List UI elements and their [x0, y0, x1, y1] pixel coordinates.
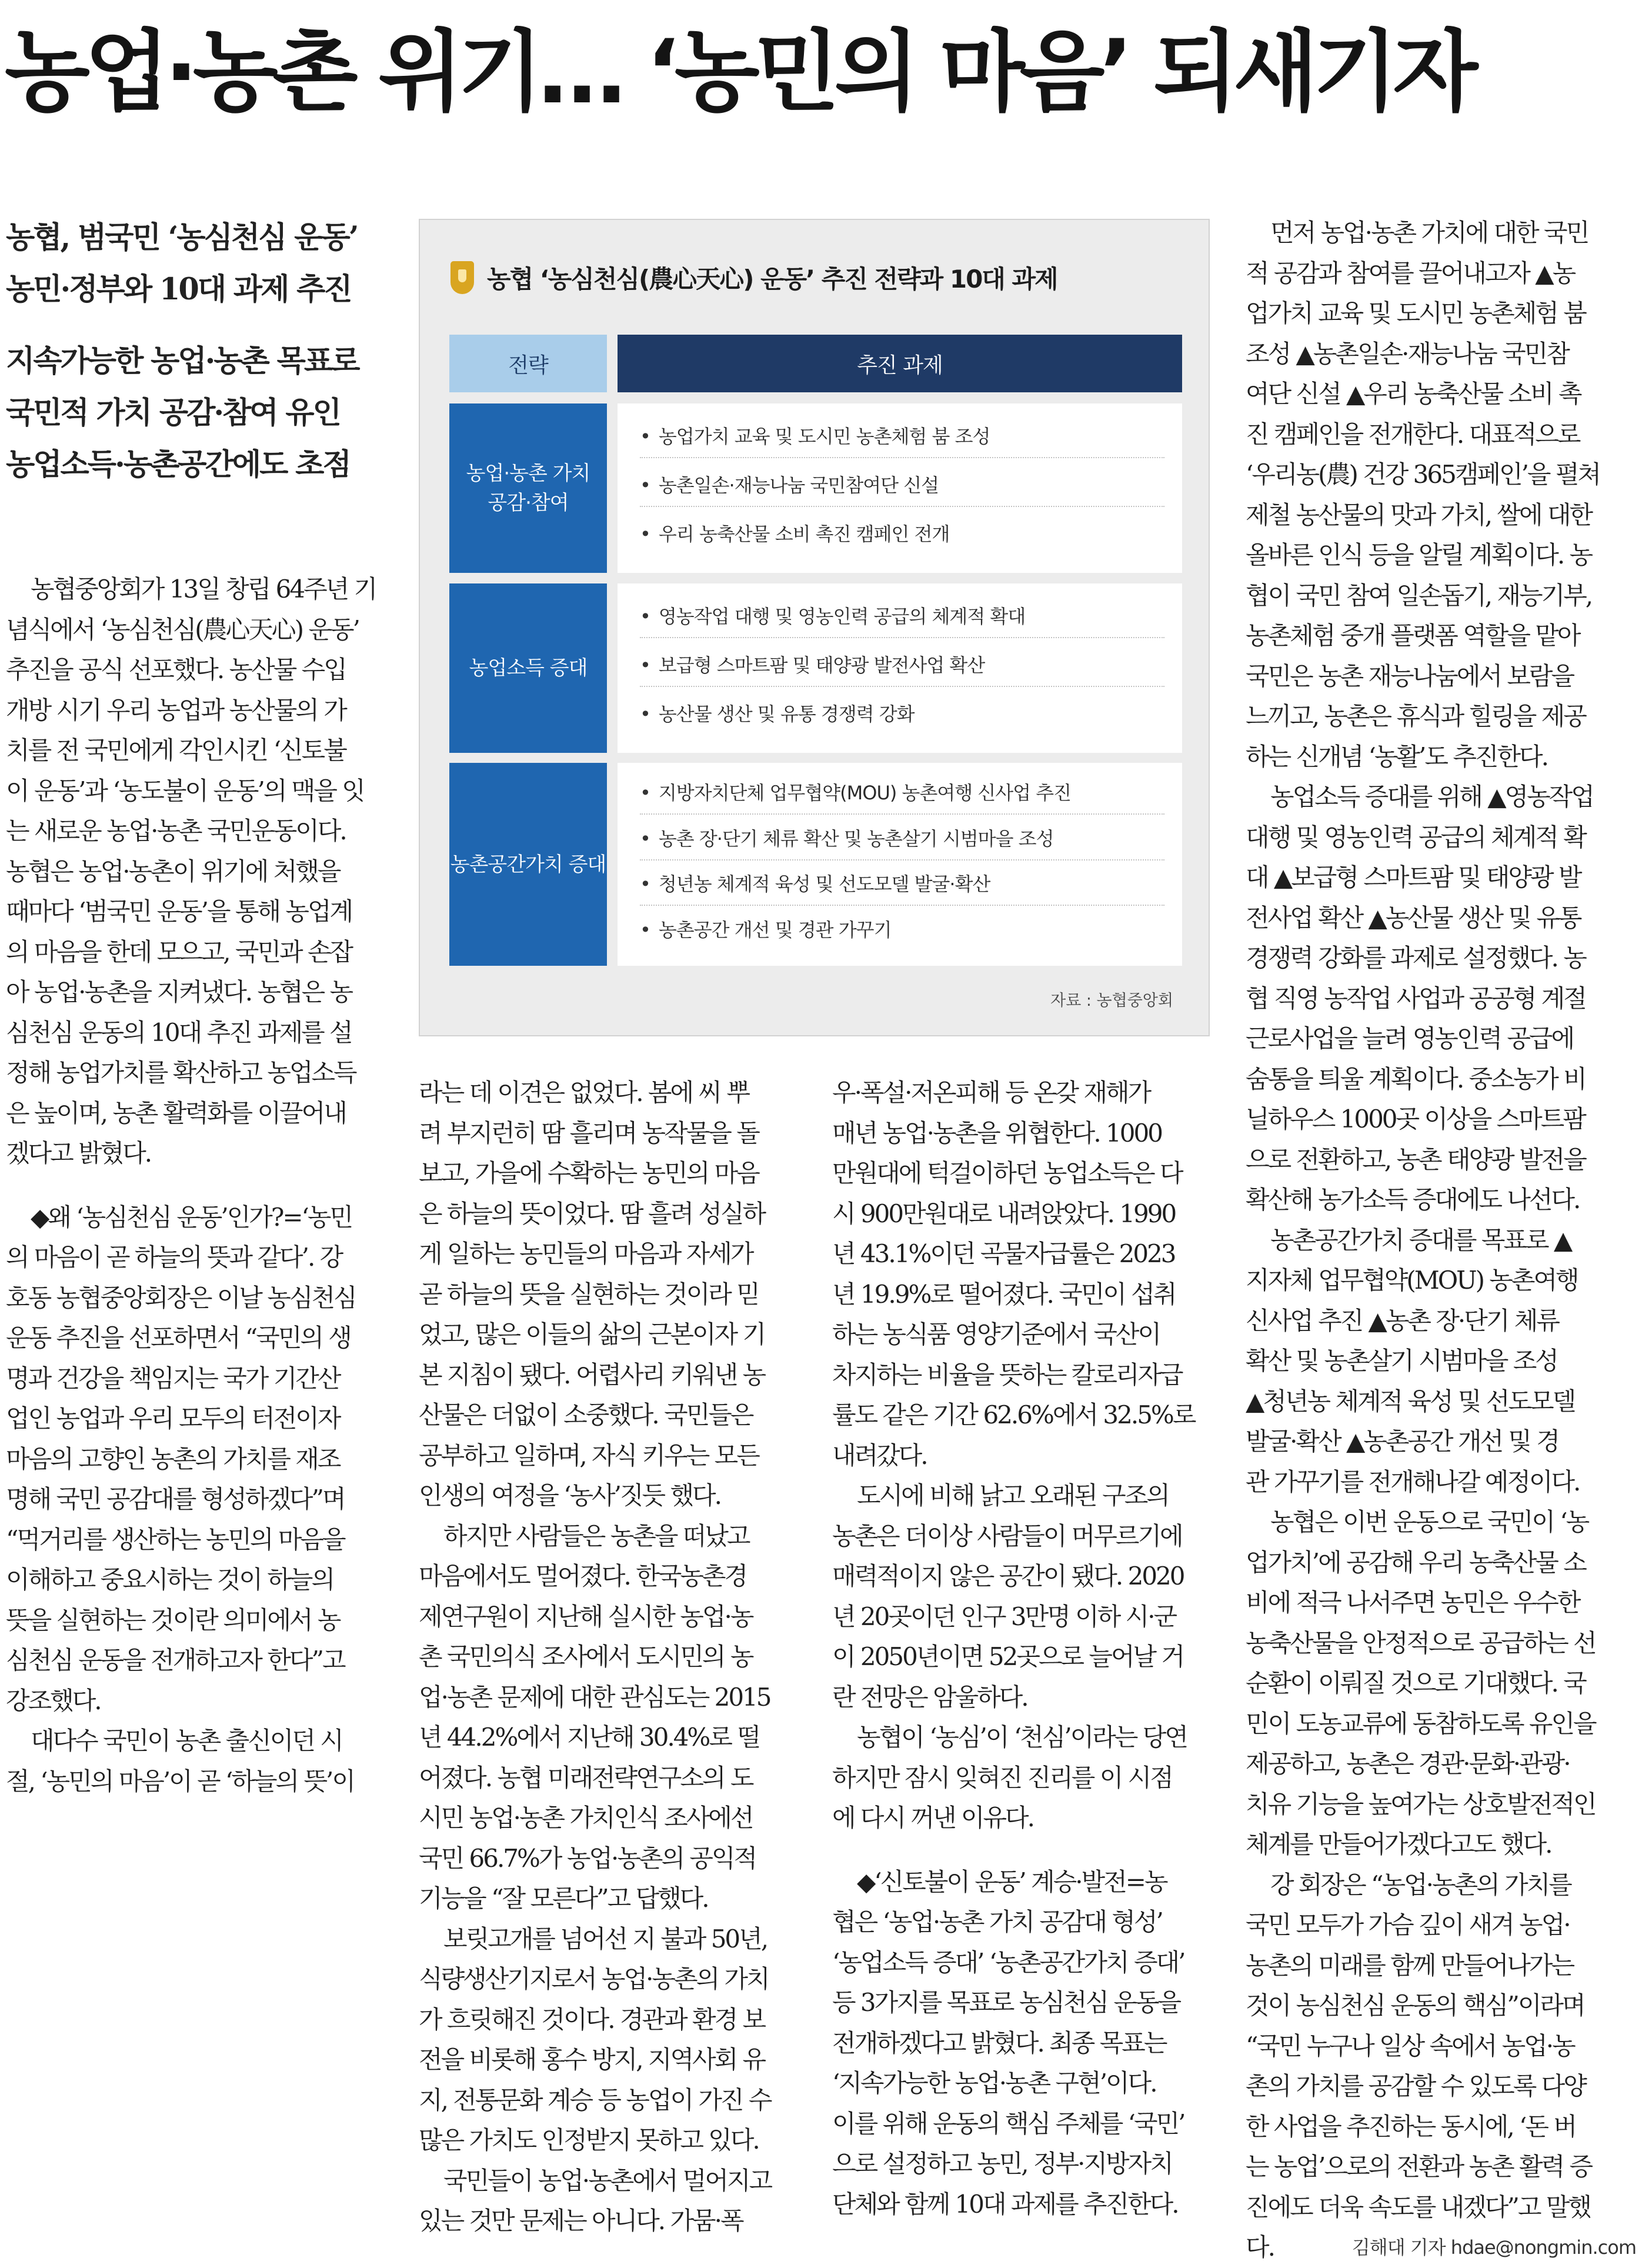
section-gap: [832, 1839, 1222, 1862]
subhead-line: 농협, 범국민 ‘농심천심 운동’: [6, 220, 358, 255]
article-line: 운동 추진을 선포하면서 “국민의 생: [6, 1323, 351, 1352]
article-line: 심천심 운동을 전개하고자 한다”고: [6, 1646, 345, 1675]
article-line: 협은 ‘농업·농촌 가치 공감대 형성’: [832, 1907, 1162, 1936]
subhead-line: 국민적 가치 공감·참여 유인: [6, 395, 340, 431]
article-line: 진에도 더욱 속도를 내겠다”고 말했: [1246, 2192, 1590, 2222]
article-line: 경쟁력 강화를 과제로 설정했다. 농: [1246, 943, 1586, 972]
article-line: 국민들이 농업·농촌에서 멀어지고: [443, 2166, 772, 2195]
article-line: 산물은 더없이 소중했다. 국민들은: [419, 1400, 753, 1429]
article-line: 농협이 ‘농심’이 ‘천심’이라는 당연: [857, 1723, 1187, 1752]
article-line: 농협은 농업·농촌이 위기에 처했을: [6, 856, 340, 886]
article-line: 는 농업’으로의 전환과 농촌 활력 증: [1246, 2152, 1592, 2181]
article-line: 진 캠페인을 전개한다. 대표적으로: [1246, 419, 1580, 449]
article-line: 뜻을 실현하는 것이란 의미에서 농: [6, 1605, 340, 1635]
article-line: 발굴·확산 ▲농촌공간 개선 및 경: [1246, 1427, 1558, 1456]
article-line: 률도 같은 기간 62.6%에서 32.5%로: [832, 1400, 1195, 1429]
article-line: 조성 ▲농촌일손·재능나눔 국민참: [1246, 339, 1568, 368]
subheads: [6, 212, 388, 511]
article-line: 하지만 사람들은 농촌을 떠났고: [443, 1521, 749, 1550]
article-line: 이해하고 중요시하는 것이 하늘의: [6, 1565, 334, 1594]
article-line: 것이 농심천심 운동의 핵심”이라며: [1246, 1991, 1584, 2020]
article-line: 의 마음이 곧 하늘의 뜻과 같다’. 강: [6, 1243, 342, 1272]
article-line: 은 하늘의 뜻이었다. 땀 흘려 성실하: [419, 1199, 765, 1228]
article-column-4: [1246, 213, 1636, 2268]
article-line: 촌 국민의식 조사에서 도시민의 농: [419, 1642, 753, 1671]
article-line: 란 전망은 암울하다.: [832, 1682, 1027, 1712]
article-line: 단체와 함께 10대 과제를 추진한다.: [832, 2189, 1178, 2219]
task-item: • 보급형 스마트팜 및 태양광 발전사업 확산: [640, 651, 1164, 687]
strategy-infobox: [419, 219, 1210, 1036]
article-line: “국민 누구나 일상 속에서 농업·농: [1246, 2031, 1574, 2060]
article-line: 농축산물을 안정적으로 공급하는 선: [1246, 1628, 1596, 1657]
strategy-line: 공감·참여: [488, 491, 569, 515]
article-line: 농협은 이번 운동으로 국민이 ‘농: [1270, 1507, 1588, 1536]
subhead-group-1: [6, 212, 388, 315]
article-line: 먼저 농업·농촌 가치에 대한 국민: [1270, 218, 1588, 247]
article-line: 만원대에 턱걸이하던 농업소득은 다: [832, 1159, 1182, 1188]
article-line: 기능을 “잘 모른다”고 답했다.: [419, 1884, 708, 1913]
article-line: 년 44.2%에서 지난해 30.4%로 떨: [419, 1723, 759, 1752]
task-item: • 영농작업 대행 및 영농인력 공급의 체계적 확대: [640, 602, 1164, 638]
article-line: 때마다 ‘범국민 운동’을 통해 농업계: [6, 897, 352, 926]
task-item: • 농촌 장·단기 체류 확산 및 농촌살기 시범마을 조성: [640, 824, 1164, 860]
task-item: • 농촌일손·재능나눔 국민참여단 신설: [640, 471, 1164, 507]
article-line: 공부하고 일하며, 자식 키우는 모든: [419, 1440, 759, 1470]
subhead-group-2: [6, 335, 388, 491]
article-line: 인생의 여정을 ‘농사’짓듯 했다.: [419, 1481, 720, 1510]
article-line: 닐하우스 1000곳 이상을 스마트팜: [1246, 1105, 1585, 1133]
article-column-2: [419, 1073, 808, 2242]
article-line: 업가치 교육 및 도시민 농촌체험 붐: [1246, 299, 1586, 328]
article-line: 시민 농업·농촌 가치인식 조사에선: [419, 1803, 753, 1832]
article-line: ▲청년농 체계적 육성 및 선도모델: [1246, 1386, 1575, 1416]
article-line: 느끼고, 농촌은 휴식과 힐링을 제공: [1246, 702, 1586, 731]
article-line: 가 흐릿해진 것이다. 경관과 환경 보: [419, 2004, 765, 2034]
headline: 농업·농촌 위기… ‘농민의 마음’ 되새기자: [5, 21, 1473, 124]
article-line: “먹거리를 생산하는 농민의 마음을: [6, 1525, 345, 1554]
article-line: 대행 및 영농인력 공급의 체계적 확: [1246, 822, 1586, 852]
reporter-byline: 김해대 기자 hdae@nongmin.com: [1351, 2236, 1636, 2259]
article-line: 으로 전환하고, 농촌 태양광 발전을: [1246, 1145, 1586, 1174]
article-line: 강 회장은 “농업·농촌의 가치를: [1270, 1870, 1571, 1899]
article-line: 농촌체험 중개 플랫폼 역할을 맡아: [1246, 621, 1580, 650]
article-line: 의 마음을 한데 모으고, 국민과 손잡: [6, 937, 352, 966]
article-line: 많은 가치도 인정받지 못하고 있다.: [419, 2126, 759, 2154]
article-line: 국민 66.7%가 농업·농촌의 공익적: [419, 1843, 756, 1873]
article-line: 제철 농산물의 맛과 가치, 쌀에 대한: [1246, 500, 1592, 529]
infobox-title-text: 농협 ‘농심천심(農心天心) 운동’ 추진 전략과 10대 과제: [487, 265, 1057, 293]
article-line: 확산해 농가소득 증대에도 나선다.: [1246, 1185, 1580, 1214]
article-line: 관 가꾸기를 전개해나갈 예정이다.: [1246, 1467, 1580, 1496]
article-line: ‘농업소득 증대’ ‘농촌공간가치 증대’: [832, 1947, 1184, 1977]
article-line: ◆‘신토불이 운동’ 계승·발전=농: [857, 1867, 1167, 1896]
article-line: 비에 적극 나서주면 농민은 우수한: [1246, 1588, 1580, 1617]
article-line: 마음에서도 멀어졌다. 한국농촌경: [419, 1562, 747, 1590]
section-gap: [6, 1174, 388, 1198]
article-line: 도시에 비해 낡고 오래된 구조의: [857, 1481, 1169, 1510]
article-line: 심천심 운동의 10대 추진 과제를 설: [6, 1018, 352, 1047]
article-line: 년 19.9%로 떨어졌다. 국민이 섭취: [832, 1279, 1176, 1309]
article-line: 절, ‘농민의 마음’이 곧 ‘하늘의 뜻’이: [6, 1766, 354, 1796]
header-tasks: 추진 과제: [618, 335, 1182, 392]
article-line: 었고, 많은 이들의 삶의 근본이자 기: [419, 1320, 765, 1349]
task-item: • 지방자치단체 업무협약(MOU) 농촌여행 신사업 추진: [640, 778, 1164, 815]
article-line: 치유 기능을 높여가는 상호발전적인: [1246, 1789, 1596, 1819]
strategy-line: 농업·농촌 가치: [466, 462, 590, 485]
article-line: 등 3가지를 목표로 농심천심 운동을: [832, 1988, 1180, 2017]
article-line: 매력적이지 않은 공간이 됐다. 2020: [832, 1562, 1184, 1590]
nh-logo-icon: [450, 261, 474, 294]
article-line: 확산 및 농촌살기 시범마을 조성: [1246, 1346, 1557, 1375]
article-line: 이를 위해 운동의 핵심 주체를 ‘국민’: [832, 2109, 1184, 2138]
article-line: 올바른 인식 등을 알릴 계획이다. 농: [1246, 541, 1592, 569]
task-item: • 농업가치 교육 및 도시민 농촌체험 붐 조성: [640, 422, 1164, 458]
article-line: 정해 농업가치를 확산하고 농업소득: [6, 1058, 356, 1087]
article-line: 대 ▲보급형 스마트팜 및 태양광 발: [1246, 863, 1581, 892]
article-line: 협이 국민 참여 일손돕기, 재능기부,: [1246, 581, 1592, 610]
article-line: 다.: [1246, 2233, 1274, 2262]
infobox-source: 자료 : 농협중앙회: [1050, 992, 1173, 1010]
article-line: 이 2050년이면 52곳으로 늘어날 거: [832, 1642, 1184, 1671]
article-line: 여단 신설 ▲우리 농축산물 소비 촉: [1246, 379, 1581, 408]
article-line: 민이 도농교류에 동참하도록 유인을: [1246, 1709, 1596, 1738]
article-line: 시 900만원대로 내려앉았다. 1990: [832, 1199, 1176, 1228]
article-line: 업가치’에 공감해 우리 농축산물 소: [1246, 1547, 1586, 1577]
article-line: 제연구원이 지난해 실시한 농업·농: [419, 1602, 753, 1631]
article-line: 협 직영 농작업 사업과 공공형 계절: [1246, 983, 1586, 1013]
article-line: 년 20곳이던 인구 3만명 이하 시·군: [832, 1602, 1176, 1631]
article-line: 한 사업을 추진하는 동시에, ‘돈 버: [1246, 2112, 1576, 2141]
article-line: 숨통을 틔울 계획이다. 중소농가 비: [1246, 1064, 1586, 1093]
article-line: ‘지속가능한 농업·농촌 구현’이다.: [832, 2069, 1156, 2097]
article-line: 겠다고 밝혔다.: [6, 1139, 151, 1168]
article-line: 려 부지런히 땀 흘리며 농작물을 돌: [419, 1118, 759, 1148]
article-line: 보고, 가을에 수확하는 농민의 마음: [419, 1159, 759, 1188]
article-column-1: [6, 569, 388, 1802]
article-line: 적 공감과 참여를 끌어내고자 ▲농: [1246, 258, 1575, 288]
strategy-cell-value: [449, 403, 607, 573]
article-line: 업인 농업과 우리 모두의 터전이자: [6, 1404, 340, 1433]
article-line: 대다수 국민이 농촌 출신이던 시: [31, 1726, 342, 1755]
task-list-value: [618, 403, 1182, 573]
article-line: 명해 국민 공감대를 형성하겠다”며: [6, 1485, 345, 1513]
task-list-income: [618, 583, 1182, 753]
article-line: 하는 신개념 ‘농활’도 추진한다.: [1246, 742, 1547, 771]
closing-line: [1246, 2227, 1636, 2268]
article-line: 호동 농협중앙회장은 이날 농심천심: [6, 1283, 356, 1312]
article-line: 하는 농식품 영양기준에서 국산이: [832, 1320, 1160, 1349]
article-line: 국민 모두가 가슴 깊이 새겨 농업·: [1246, 1910, 1570, 1939]
subhead-line: 농업소득·농촌공간에도 초점: [6, 447, 350, 482]
article-line: 명과 건강을 책임지는 국가 기간산: [6, 1363, 340, 1393]
article-line: 어졌다. 농협 미래전략연구소의 도: [419, 1763, 753, 1792]
article-line: 보릿고개를 넘어선 지 불과 50년,: [443, 1924, 767, 1953]
article-line: 농촌은 더이상 사람들이 머무르기에: [832, 1521, 1182, 1550]
article-column-3: [832, 1073, 1222, 2224]
article-line: 개방 시기 우리 농업과 농산물의 가: [6, 695, 346, 725]
article-line: 농촌공간가치 증대를 목표로 ▲: [1270, 1225, 1571, 1255]
article-line: 념식에서 ‘농심천심(農心天心) 운동’: [6, 615, 359, 644]
subhead-line: 지속가능한 농업·농촌 목표로: [6, 343, 359, 379]
article-line: 농촌의 미래를 함께 만들어나가는: [1246, 1950, 1574, 1980]
task-item: • 농산물 생산 및 유통 경쟁력 강화: [640, 699, 1164, 735]
article-line: 신사업 추진 ▲농촌 장·단기 체류: [1246, 1306, 1558, 1335]
strategy-line: 농촌공간가치 증대: [450, 852, 606, 876]
article-line: 게 일하는 농민들의 마음과 자세가: [419, 1239, 753, 1268]
subhead-line: 농민·정부와 10대 과제 추진: [6, 272, 351, 307]
article-line: 으로 설정하고 농민, 정부·지방자치: [832, 2149, 1172, 2178]
article-line: 전사업 확산 ▲농산물 생산 및 유통: [1246, 903, 1581, 932]
article-line: 은 높이며, 농촌 활력화를 이끌어내: [6, 1098, 346, 1128]
task-item: • 청년농 체계적 육성 및 선도모델 발굴·확산: [640, 869, 1164, 906]
article-line: 차지하는 비율을 뜻하는 칼로리자급: [832, 1360, 1182, 1389]
article-line: 내려갔다.: [832, 1440, 927, 1470]
article-line: 지자체 업무협약(MOU) 농촌여행: [1246, 1266, 1578, 1295]
article-line: 는 새로운 농업·농촌 국민운동이다.: [6, 816, 346, 845]
article-line: 지, 전통문화 계승 등 농업이 가진 수: [419, 2085, 771, 2114]
article-line: 촌의 가치를 공감할 수 있도록 다양: [1246, 2072, 1586, 2100]
article-line: 전개하겠다고 밝혔다. 최종 목표는: [832, 2028, 1166, 2057]
article-line: 농업소득 증대를 위해 ▲영농작업: [1270, 782, 1593, 811]
header-strategy: 전략: [449, 335, 607, 392]
article-line: 업·농촌 문제에 대한 관심도는 2015: [419, 1682, 770, 1712]
article-line: 마음의 고향인 농촌의 가치를 재조: [6, 1444, 340, 1473]
article-line: ‘우리농(農) 건강 365캠페인’을 펼쳐: [1246, 460, 1600, 489]
article-line: 강조했다.: [6, 1686, 101, 1715]
article-line: 식량생산기지로서 농업·농촌의 가치: [419, 1965, 769, 1993]
article-line: 매년 농업·농촌을 위협한다. 1000: [832, 1118, 1162, 1148]
article-line: 근로사업을 늘려 영농인력 공급에: [1246, 1024, 1574, 1053]
article-line: 치를 전 국민에게 각인시킨 ‘신토불: [6, 736, 346, 765]
article-line: 곧 하늘의 뜻을 실현하는 것이라 믿: [419, 1279, 759, 1309]
article-line: 하지만 잠시 잊혀진 진리를 이 시점: [832, 1763, 1172, 1792]
infobox-title: [450, 254, 1057, 301]
article-line: 순환이 이뤄질 것으로 기대했다. 국: [1246, 1669, 1586, 1697]
article-line: 농협중앙회가 13일 창립 64주년 기: [31, 575, 376, 603]
article-line: 전을 비롯해 홍수 방지, 지역사회 유: [419, 2045, 765, 2074]
task-item: • 우리 농축산물 소비 촉진 캠페인 전개: [640, 519, 1164, 555]
article-line: 우·폭설·저온피해 등 온갖 재해가: [832, 1078, 1150, 1107]
strategy-line: 농업소득 증대: [469, 656, 588, 680]
article-line: 라는 데 이견은 없었다. 봄에 씨 뿌: [419, 1078, 749, 1107]
strategy-cell-space: [449, 763, 607, 966]
task-item: • 농촌공간 개선 및 경관 가꾸기: [640, 915, 1164, 950]
strategy-cell-income: [449, 583, 607, 753]
article-line: 제공하고, 농촌은 경관·문화·관광·: [1246, 1749, 1570, 1778]
article-line: ◆왜 ‘농심천심 운동’인가?=‘농민: [31, 1202, 352, 1232]
article-line: 국민은 농촌 재능나눔에서 보람을: [1246, 661, 1574, 691]
article-line: 이 운동’과 ‘농도불이 운동’의 맥을 잇: [6, 776, 364, 805]
task-list-space: [618, 763, 1182, 966]
article-line: 년 43.1%이던 곡물자급률은 2023: [832, 1239, 1175, 1268]
article-line: 에 다시 꺼낸 이유다.: [832, 1803, 1033, 1832]
article-line: 본 지침이 됐다. 어렵사리 키워낸 농: [419, 1360, 765, 1389]
article-line: 추진을 공식 선포했다. 농산물 수입: [6, 655, 346, 684]
article-line: 있는 것만 문제는 아니다. 가뭄·폭: [419, 2206, 743, 2235]
article-line: 체계를 만들어가겠다고도 했다.: [1246, 1830, 1551, 1859]
article-line: 아 농업·농촌을 지켜냈다. 농협은 농: [6, 978, 352, 1006]
